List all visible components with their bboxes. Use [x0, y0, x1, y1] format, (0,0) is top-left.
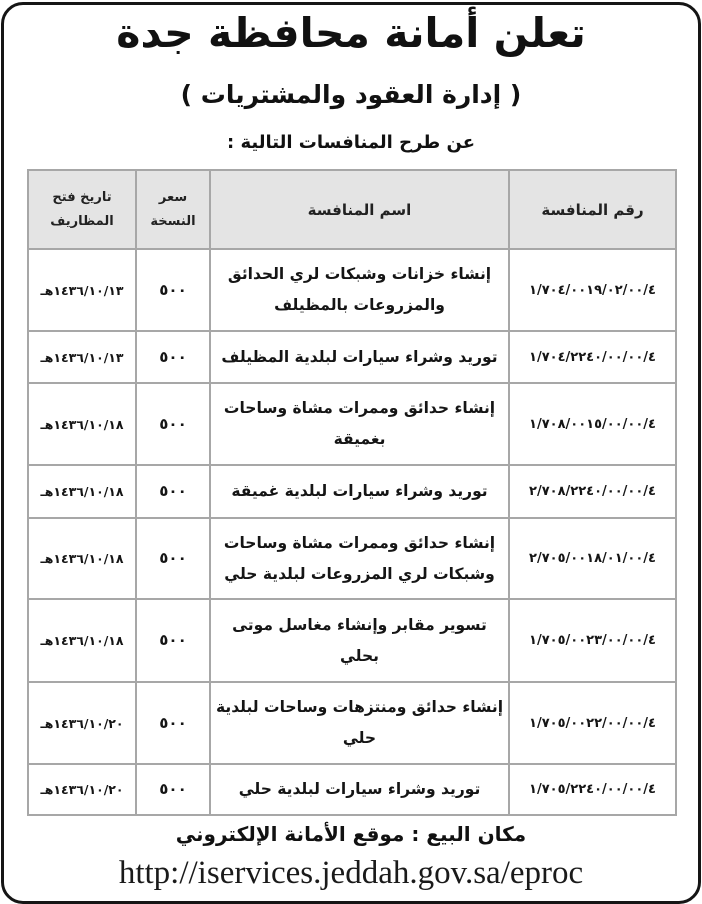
header-copy-price: سعر النسخة	[136, 170, 210, 249]
header-opening-date: تاريخ فتح المظاريف	[28, 170, 136, 249]
copy-price: ٥٠٠	[136, 249, 210, 331]
table-row	[28, 682, 676, 764]
opening-date: ١٤٣٦/١٠/١٣هـ	[28, 331, 136, 383]
table-header-row	[28, 170, 676, 249]
department-subtitle: ( إدارة العقود والمشتريات )	[180, 80, 522, 109]
table-row	[28, 465, 676, 518]
copy-price: ٥٠٠	[136, 383, 210, 465]
copy-price: ٥٠٠	[136, 682, 210, 764]
page-title: تعلن أمانة محافظة جدة	[116, 9, 586, 57]
tender-number: ٢/٧٠٨/٢٢٤٠/٠٠/٠٠/٤	[509, 465, 676, 518]
tender-name: إنشاء حدائق وممرات مشاة وساحات وشبكات لري المزروعات لبلدية حلي	[210, 518, 509, 599]
copy-price: ٥٠٠	[136, 764, 210, 815]
tenders-table	[27, 169, 677, 816]
opening-date: ١٤٣٦/١٠/١٨هـ	[28, 518, 136, 599]
tender-name: إنشاء حدائق وممرات مشاة وساحات بغميقة	[210, 383, 509, 465]
opening-date: ١٤٣٦/١٠/١٨هـ	[28, 599, 136, 682]
tender-name: تسوير مقابر وإنشاء مغاسل موتى بحلي	[210, 599, 509, 682]
table-row	[28, 599, 676, 682]
tender-number: ١/٧٠٤/٠٠١٩/٠٢/٠٠/٤	[509, 249, 676, 331]
header-tender-number: رقم المنافسة	[509, 170, 676, 249]
copy-price: ٥٠٠	[136, 599, 210, 682]
copy-price: ٥٠٠	[136, 518, 210, 599]
table-row	[28, 764, 676, 815]
tender-name: إنشاء حدائق ومنتزهات وساحات لبلدية حلي	[210, 682, 509, 764]
tender-number: ١/٧٠٤/٢٢٤٠/٠٠/٠٠/٤	[509, 331, 676, 383]
opening-date: ١٤٣٦/١٠/١٣هـ	[28, 249, 136, 331]
copy-price: ٥٠٠	[136, 331, 210, 383]
header-tender-name: اسم المنافسة	[210, 170, 509, 249]
tender-number: ١/٧٠٥/٠٠٢٢/٠٠/٠٠/٤	[509, 682, 676, 764]
copy-price: ٥٠٠	[136, 465, 210, 518]
opening-date: ١٤٣٦/١٠/٢٠هـ	[28, 682, 136, 764]
tender-name: توريد وشراء سيارات لبلدية المظيلف	[210, 331, 509, 383]
tender-number: ١/٧٠٥/٠٠٢٣/٠٠/٠٠/٤	[509, 599, 676, 682]
eproc-url-link[interactable]: http://iservices.jeddah.gov.sa/eproc	[118, 855, 584, 891]
table-row	[28, 331, 676, 383]
intro-text: عن طرح المنافسات التالية :	[227, 132, 475, 153]
table-row	[28, 249, 676, 331]
tender-number: ٢/٧٠٥/٠٠١٨/٠١/٠٠/٤	[509, 518, 676, 599]
table-row	[28, 518, 676, 599]
tender-name: توريد وشراء سيارات لبلدية غميقة	[210, 465, 509, 518]
place-of-sale: مكان البيع : موقع الأمانة الإلكتروني	[175, 822, 527, 846]
opening-date: ١٤٣٦/١٠/١٨هـ	[28, 383, 136, 465]
tender-number: ١/٧٠٨/٠٠١٥/٠٠/٠٠/٤	[509, 383, 676, 465]
tender-name: توريد وشراء سيارات لبلدية حلي	[210, 764, 509, 815]
table-row	[28, 383, 676, 465]
tender-name: إنشاء خزانات وشبكات لري الحدائق والمزروعات بالمظيلف	[210, 249, 509, 331]
opening-date: ١٤٣٦/١٠/١٨هـ	[28, 465, 136, 518]
opening-date: ١٤٣٦/١٠/٢٠هـ	[28, 764, 136, 815]
tender-number: ١/٧٠٥/٢٢٤٠/٠٠/٠٠/٤	[509, 764, 676, 815]
